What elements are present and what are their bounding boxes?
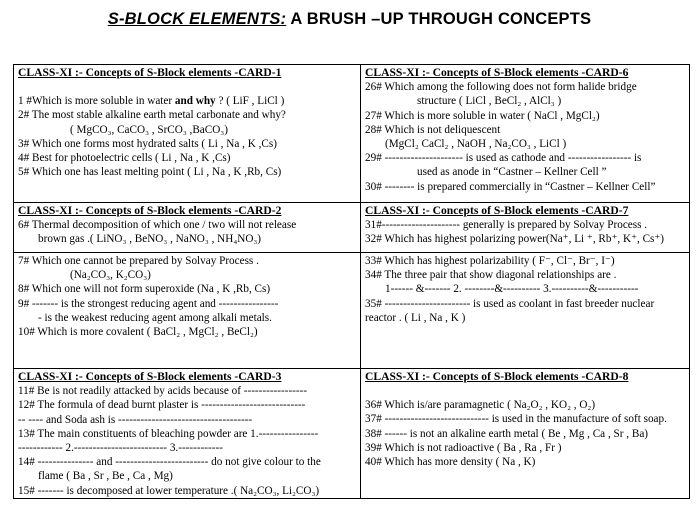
- question-39: 39# Which is not radioactive ( Ba , Ra , Fr ): [365, 441, 562, 454]
- question-35: 35# ----------------------- is used as coolant in fast breeder nuclear: [365, 297, 655, 310]
- question-26: 26# Which among the following does not form halide bridge: [365, 81, 637, 94]
- question-12-continued: -- ---- and Soda ash is ------------------------------------: [18, 413, 253, 426]
- question-1: 1 #Which is more soluble in water and why ? ( LiF , LiCl ): [18, 95, 285, 108]
- question-27: 27# Which is more soluble in water ( NaCl , MgCl₂): [365, 109, 600, 122]
- card-2-continued: [14, 253, 361, 369]
- question-28: 28# Which is not deliquescent: [365, 123, 501, 136]
- question-10: 10# Which is more covalent ( BaCl₂ , MgCl₂ , BeCl₂): [18, 326, 258, 339]
- question-14: 14# --------------- and ------------------------- do not give colour to the: [18, 456, 321, 469]
- card-2: [14, 203, 361, 253]
- question-5: 5# Which one has least melting point ( Li , Na , K ,Rb, Cs): [18, 166, 282, 179]
- question-40: 40# Which has more density ( Na , K): [365, 456, 536, 469]
- card-6-header: CLASS-XI :- Concepts of S-Block elements -CARD-6: [365, 66, 629, 79]
- question-14-options: flame ( Ba , Sr , Be , Ca , Mg): [38, 470, 173, 483]
- question-37: 37# ---------------------------- is used in the manufacture of soft soap.: [365, 413, 667, 426]
- question-6: 6# Thermal decomposition of which one / two will not release: [18, 219, 297, 232]
- card-3-header: CLASS-XI :- Concepts of S-Block elements -CARD-3: [18, 370, 282, 383]
- question-34: 34# The three pair that show diagonal relationships are .: [365, 269, 617, 282]
- question-12: 12# The formula of dead burnt plaster is ----------------------------: [18, 399, 306, 412]
- card-7: [361, 203, 690, 253]
- question-33: 33# Which has highest polarizability ( F⁻, Cl⁻, Br⁻, I⁻): [365, 255, 615, 267]
- question-38: 38# ------ is not an alkaline earth metal ( Be , Mg , Ca , Sr , Ba): [365, 427, 649, 440]
- question-13: 13# The main constituents of bleaching powder are 1.----------------: [18, 427, 319, 440]
- question-2-options: ( MgCO₃, CaCO₃ , SrCO₃ ,BaCO₃): [70, 123, 228, 136]
- question-29: 29# --------------------- is used as cathode and ----------------- is: [365, 152, 642, 165]
- question-35-options: reactor . ( Li , Na , K ): [365, 311, 466, 324]
- question-30: 30# -------- is prepared commercially in “Castner – Kellner Cell”: [365, 180, 656, 193]
- question-2: 2# The most stable alkaline earth metal carbonate and why?: [18, 109, 286, 122]
- question-9-continued: - is the weakest reducing agent among alkali metals.: [38, 311, 272, 324]
- card-3: [14, 369, 361, 499]
- question-3: 3# Which one forms most hydrated salts ( Li , Na , K ,Cs): [18, 137, 277, 150]
- card-8: [361, 369, 690, 499]
- cards-table: [13, 64, 690, 499]
- card-7-header: CLASS-XI :- Concepts of S-Block elements -CARD-7: [365, 204, 629, 217]
- question-28-options: (MgCl₂ CaCl₂ , NaOH , Na₂CO₃ , LiCl ): [385, 138, 567, 151]
- card-6: [361, 65, 690, 203]
- page-title: [0, 10, 699, 29]
- question-4: 4# Best for photoelectric cells ( Li , Na , K ,Cs): [18, 152, 231, 165]
- question-26-options: structure ( LiCl , BeCl₂ , AlCl₃ ): [417, 95, 562, 108]
- card-2-header: CLASS-XI :- Concepts of S-Block elements -CARD-2: [18, 204, 282, 217]
- question-32: 32# Which has highest polarizing power(Na⁺, Li ⁺, Rb⁺, K⁺, Cs⁺): [365, 233, 665, 246]
- question-15: 15# ------- is decomposed at lower temperature .( Na₂CO₃, Li₂CO₃): [18, 484, 320, 497]
- question-7: 7# Which one cannot be prepared by Solvay Process .: [18, 255, 259, 267]
- title-underlined: S-BLOCK ELEMENTS:: [107, 10, 287, 28]
- card-1-header: CLASS-XI :- Concepts of S-Block elements -CARD-1: [18, 66, 282, 79]
- question-7-options: (Na₂CO₃, K₂CO₃): [70, 269, 151, 282]
- card-8-header: CLASS-XI :- Concepts of S-Block elements -CARD-8: [365, 370, 629, 383]
- card-1: [14, 65, 361, 203]
- question-31: 31#--------------------- generally is prepared by Solvay Process .: [365, 219, 648, 232]
- question-36: 36# Which is/are paramagnetic ( Na₂O₂ , KO₂ , O₂): [365, 399, 596, 412]
- title-rest: A BRUSH –UP THROUGH CONCEPTS: [286, 10, 592, 28]
- question-9: 9# ------- is the strongest reducing agent and ----------------: [18, 297, 279, 310]
- question-29-continued: used as anode in “Castner – Kellner Cell ”: [417, 166, 607, 179]
- question-13-continued: ------------ 2.------------------------- 3.------------: [18, 442, 223, 455]
- card-7-continued: [361, 253, 690, 369]
- question-34-blanks: 1------ &------- 2. --------&---------- 3.----------&-----------: [385, 283, 639, 296]
- question-8: 8# Which one will not form superoxide (Na , K ,Rb, Cs): [18, 283, 271, 296]
- question-6-options: brown gas .( LiNO₃ , BeNO₃ , NaNO₃ , NH₄NO₃): [38, 233, 262, 246]
- question-11: 11# Be is not readily attacked by acids because of -----------------: [18, 385, 308, 398]
